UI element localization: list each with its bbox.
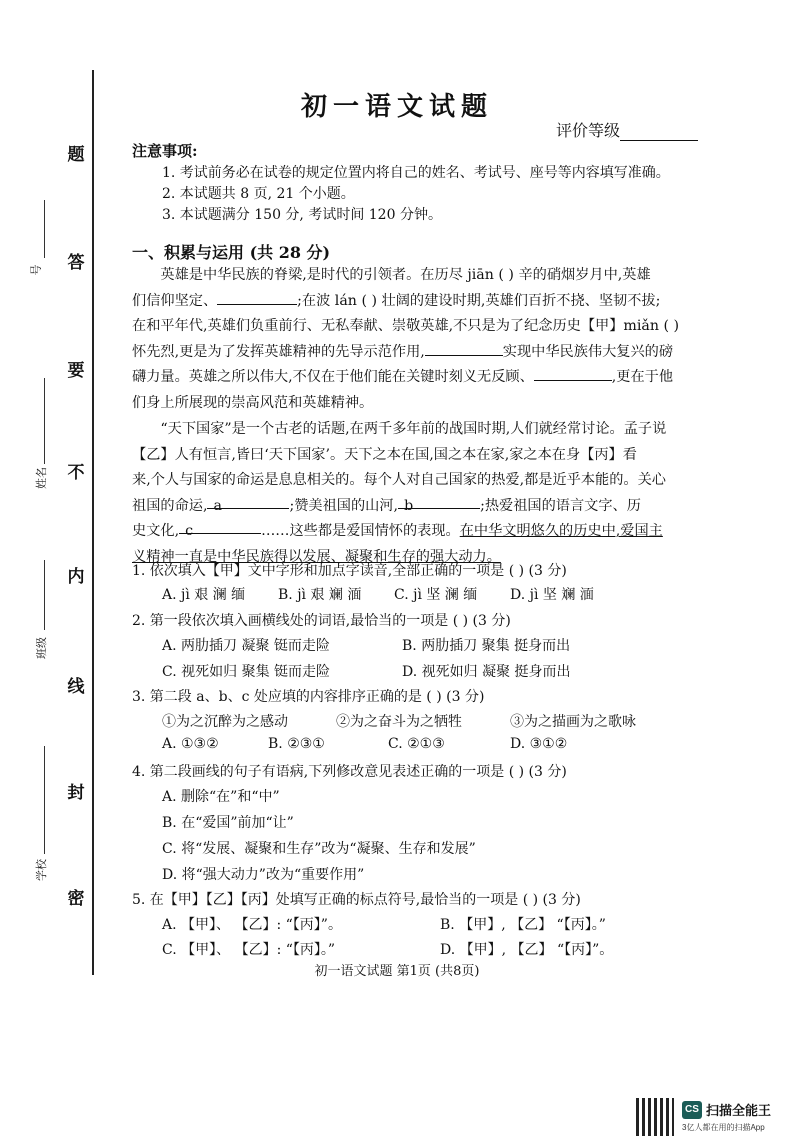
option-b[interactable]: B. 两肋插刀 聚集 挺身而出 bbox=[402, 638, 571, 654]
answer-blank[interactable] bbox=[217, 290, 297, 305]
passage-line: 在和平年代,英雄们负重前行、无私奉献、崇敬英雄,不只是为了纪念历史【甲】miǎn ( ) bbox=[132, 318, 680, 335]
option-c[interactable]: C. 将“发展、凝聚和生存”改为“凝聚、生存和发展” bbox=[162, 841, 476, 857]
seal-char: 封 bbox=[67, 783, 85, 803]
name-blank[interactable] bbox=[44, 378, 45, 464]
grade-label: 评价等级 bbox=[556, 121, 621, 140]
answer-blank[interactable] bbox=[425, 341, 503, 356]
option-a[interactable]: A. jì 艰 澜 缅 bbox=[162, 587, 246, 603]
passage-line: 们信仰坚定、 ;在波 lán ( ) 壮阔的建设时期,英雄们百折不挠、坚韧不拔; bbox=[132, 289, 742, 315]
option-c[interactable]: C. jì 坚 澜 缅 bbox=[394, 587, 478, 603]
answer-blank[interactable] bbox=[534, 366, 612, 381]
passage-line: 们身上所展现的崇高风范和英雄精神。 bbox=[132, 394, 374, 411]
passage-line: 怀先烈,更是为了发挥英雄精神的先导示范作用, 实现中华民族伟大复兴的磅 bbox=[132, 340, 742, 366]
side-label-number: 号 bbox=[29, 264, 43, 276]
option-a[interactable]: A. 删除“在”和“中” bbox=[162, 789, 280, 805]
option-d[interactable]: D. jì 坚 斓 湎 bbox=[510, 587, 594, 603]
grade-blank[interactable] bbox=[620, 124, 698, 141]
blank-a[interactable]: a bbox=[207, 494, 289, 509]
side-label-school: 学校 bbox=[35, 859, 48, 881]
passage-paragraph-2 bbox=[132, 417, 742, 571]
section-heading: 一、积累与运用 (共 28 分) bbox=[132, 243, 331, 262]
camscanner-logo: CS bbox=[682, 1101, 702, 1119]
option-c[interactable]: C. 【甲】、 【乙】: “【丙】。” bbox=[162, 942, 336, 958]
blank-b[interactable]: b bbox=[398, 494, 480, 509]
seal-char: 内 bbox=[67, 567, 85, 587]
option-c[interactable]: C. 视死如归 聚集 铤而走险 bbox=[162, 664, 331, 680]
option-d[interactable]: D. ③①② bbox=[510, 736, 568, 752]
passage-line: “天下国家”是一个古老的话题,在两千多年前的战国时期,人们就经常讨论。孟子说 bbox=[160, 421, 667, 437]
question-stem: 4. 第二段画线的句子有语病,下列修改意见表述正确的一项是 ( ) (3 分) bbox=[132, 764, 567, 780]
class-blank[interactable] bbox=[44, 560, 45, 630]
notice-item: 2. 本试题共 8 页, 21 个小题。 bbox=[162, 186, 355, 202]
question-stem: 5. 在【甲】【乙】【丙】处填写正确的标点符号,最恰当的一项是 ( ) (3 分) bbox=[132, 892, 581, 908]
passage-line: 礴力量。英雄之所以伟大,不仅在于他们能在关键时刻义无反顾、 ,更在于他 bbox=[132, 365, 742, 391]
passage-line: 英雄是中华民族的脊梁,是时代的引领者。在历尽 jiān ( ) 辛的硝烟岁月中,英雄 bbox=[160, 267, 651, 283]
option-d[interactable]: D. 视死如归 凝聚 挺身而出 bbox=[402, 664, 571, 680]
option-a[interactable]: A. 【甲】、 【乙】: “【丙】”。 bbox=[162, 917, 342, 933]
notice-item: 1. 考试前务必在试卷的规定位置内将自己的姓名、考试号、座号等内容填写准确。 bbox=[162, 165, 670, 181]
seal-char: 要 bbox=[67, 361, 85, 381]
option-d[interactable]: D. 将“强大动力”改为“重要作用” bbox=[162, 867, 365, 883]
grade-field bbox=[556, 118, 698, 141]
option-b[interactable]: B. 在“爱国”前加“让” bbox=[162, 815, 294, 831]
seal-char: 不 bbox=[67, 463, 85, 483]
passage-line: 义精神一直是中华民族得以发展、凝聚和生存的强大动力。 bbox=[132, 548, 501, 565]
notice-heading: 注意事项: bbox=[132, 142, 198, 160]
passage-line: 来,个人与国家的命运是息息相关的。每个人对自己国家的热爱,都是近乎本能的。关心 bbox=[132, 472, 666, 489]
page-footer: 初一语文试题 第1页 (共8页) bbox=[314, 964, 480, 979]
school-blank[interactable] bbox=[44, 746, 45, 854]
option-b[interactable]: B. 【甲】, 【乙】 “【丙】。” bbox=[440, 917, 606, 933]
option-b[interactable]: B. ②③① bbox=[268, 736, 325, 752]
watermark-subtitle: 3亿人都在用的扫描App bbox=[682, 1123, 765, 1132]
option-a[interactable]: A. ①③② bbox=[162, 736, 219, 752]
option-a[interactable]: A. 两肋插刀 凝聚 铤而走险 bbox=[162, 638, 330, 654]
passage-line: 【乙】人有恒言,皆曰‘天下国家’。天下之本在国,国之本在家,家之本在身【丙】看 bbox=[132, 446, 637, 463]
sub-item: ①为之沉醉为之感动 bbox=[162, 714, 288, 730]
option-d[interactable]: D. 【甲】, 【乙】 “【丙】”。 bbox=[440, 942, 614, 958]
watermark-name: 扫描全能王 bbox=[706, 1103, 772, 1118]
notice-item: 3. 本试题满分 150 分, 考试时间 120 分钟。 bbox=[162, 207, 442, 223]
passage-line: 史文化, c ……这些都是爱国情怀的表现。在中华文明悠久的历史中,爱国主 bbox=[132, 519, 742, 545]
side-label-class: 班级 bbox=[35, 637, 48, 659]
question-stem: 3. 第二段 a、b、c 处应填的内容排序正确的是 ( ) (3 分) bbox=[132, 689, 485, 705]
page-title: 初一语文试题 bbox=[300, 92, 493, 122]
seal-char: 答 bbox=[67, 253, 85, 273]
sub-item: ②为之奋斗为之牺牲 bbox=[336, 714, 462, 730]
question-stem: 1. 依次填入【甲】文中字形和加点字读音,全部正确的一项是 ( ) (3 分) bbox=[132, 563, 567, 579]
passage-line: 祖国的命运, a ;赞美祖国的山河, b ;热爱祖国的语言文字、历 bbox=[132, 494, 742, 520]
side-label-name: 姓名 bbox=[35, 467, 48, 489]
seal-char: 线 bbox=[67, 677, 85, 697]
sub-item: ③为之描画为之歌咏 bbox=[510, 714, 636, 730]
binding-line bbox=[92, 70, 94, 975]
qr-code-icon bbox=[636, 1098, 674, 1136]
number-blank[interactable] bbox=[44, 200, 45, 258]
passage-paragraph-1 bbox=[132, 263, 742, 417]
underlined-sentence: 在中华文明悠久的历史中,爱国主 bbox=[459, 523, 663, 540]
seal-char: 密 bbox=[67, 889, 85, 909]
option-b[interactable]: B. jì 艰 斓 湎 bbox=[278, 587, 362, 603]
seal-char: 题 bbox=[67, 145, 85, 165]
option-c[interactable]: C. ②①③ bbox=[388, 736, 445, 752]
blank-c[interactable]: c bbox=[179, 519, 261, 534]
question-stem: 2. 第一段依次填入画横线处的词语,最恰当的一项是 ( ) (3 分) bbox=[132, 613, 511, 629]
